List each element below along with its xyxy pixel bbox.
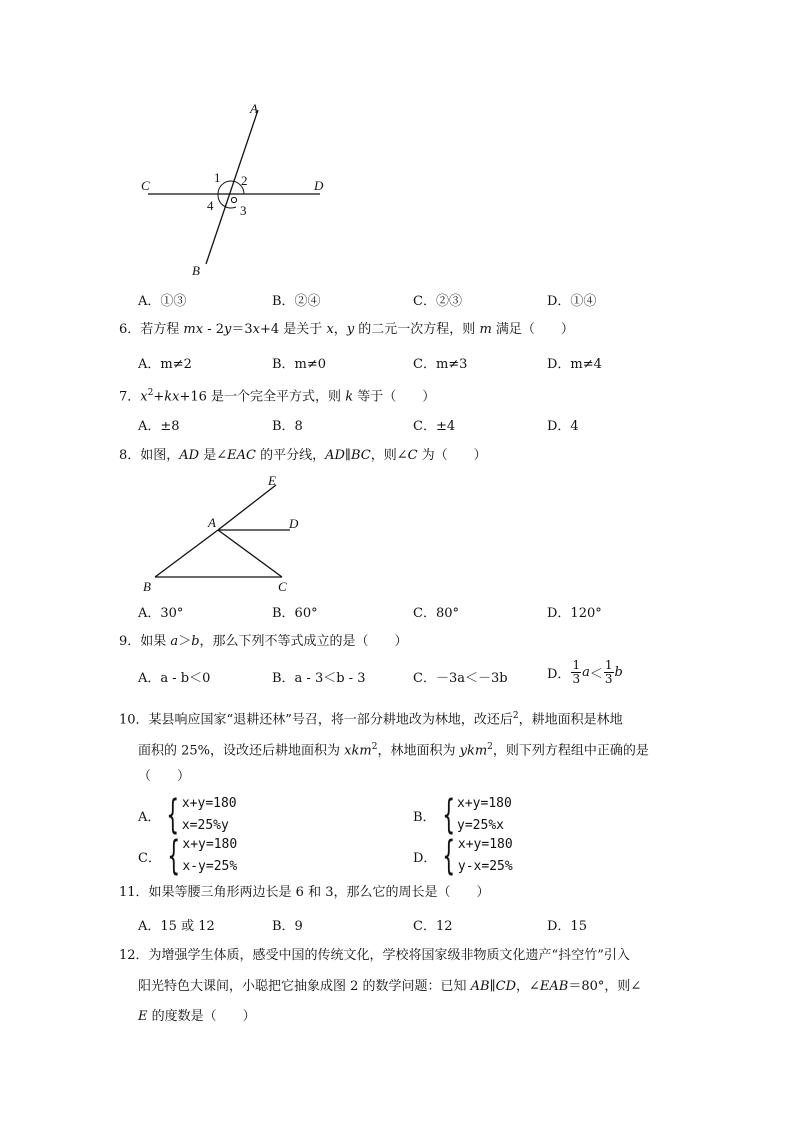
q6-var: m <box>479 322 492 337</box>
q7-text: +16 是一个完全平方式，则 <box>179 389 346 405</box>
q10-option-a[interactable] <box>138 793 237 837</box>
question-number: 9． <box>119 634 141 649</box>
q7-var: x <box>140 389 148 405</box>
q6-var: x <box>326 322 334 337</box>
label-C: C <box>141 178 150 193</box>
q8-option-a[interactable]: A．30° <box>138 606 184 621</box>
q8-option-d[interactable]: D．120° <box>547 606 602 621</box>
q12-text: ＝80°，则∠ <box>568 979 642 994</box>
q7-option-c[interactable]: C．±4 <box>413 419 456 434</box>
question-number: 6． <box>119 322 141 337</box>
q12-text: 的度数是（ ） <box>147 1009 256 1024</box>
q7-option-b[interactable]: B．8 <box>272 419 303 434</box>
option-label: A． <box>138 809 161 825</box>
q12-text: 为增强学生体质，感受中国的传统文化，学校将国家级非物质文化遗产“抖空竹”引入 <box>148 948 630 963</box>
q8-text: ，则∠ <box>370 448 408 463</box>
brace-icon: { <box>167 833 181 879</box>
q9-option-b[interactable]: B．a - 3＜b - 3 <box>272 671 366 686</box>
q10-var: ykm <box>459 743 488 759</box>
q12-text: ，∠ <box>516 979 540 994</box>
q6-var: x <box>252 322 261 337</box>
label-B: B <box>192 263 200 278</box>
equation-line-1: x+y=180 <box>457 837 513 852</box>
equation-line-2: x=25%y <box>181 818 229 833</box>
q10-text: ，耕地面积是林地 <box>518 712 623 728</box>
q9-text: 如果 <box>140 634 171 649</box>
q12-var: CD <box>495 979 517 994</box>
figure-intersecting-lines <box>0 0 794 300</box>
q10-text: 面积的 25%，设改还后耕地面积为 <box>138 743 345 759</box>
question-number: 8． <box>119 448 141 463</box>
q12-var: AB <box>470 979 490 994</box>
equation-line-1: x+y=180 <box>181 796 237 811</box>
q12-var: EAB <box>539 979 569 994</box>
q6-text: 的二元一次方程，则 <box>354 322 480 337</box>
q9-var: a <box>170 634 179 649</box>
question-7 <box>119 383 435 407</box>
question-10-line-3: （ ） <box>138 769 191 784</box>
q8-text: 的平分线， <box>255 448 326 463</box>
q11-option-d[interactable]: D．15 <box>547 919 587 934</box>
angle-mark-3 <box>231 197 236 202</box>
question-12-line-3 <box>138 1007 256 1027</box>
label-A: A <box>250 101 258 116</box>
q7-option-a[interactable]: A．±8 <box>138 419 180 434</box>
equation-line-2: y=25%x <box>457 818 504 833</box>
q7-option-d[interactable]: D．4 <box>547 419 579 434</box>
label-E: E <box>268 473 276 488</box>
angle-label-3: 3 <box>240 203 247 218</box>
q10-text: ，则下列方程组中正确的是 <box>492 743 649 759</box>
q9-option-d-var-b: b <box>614 665 623 680</box>
q6-option-d[interactable]: D．m≠4 <box>547 357 602 372</box>
figure-triangle-bisector <box>0 470 794 600</box>
angle-label-2: 2 <box>241 173 248 188</box>
q9-var: b <box>191 634 200 649</box>
fraction-denominator: 3 <box>572 672 581 686</box>
segment-ac <box>218 530 282 577</box>
question-number: 10． <box>119 712 149 728</box>
q11-option-a[interactable]: A．15 或 12 <box>138 919 215 934</box>
q5-option-d[interactable]: D．①④ <box>547 294 597 309</box>
q6-var: mx <box>183 322 204 337</box>
question-12-line-2 <box>138 977 641 997</box>
q10-option-b[interactable] <box>413 793 512 837</box>
q9-option-a[interactable]: A．a - b＜0 <box>138 671 211 686</box>
question-number: 11． <box>119 885 149 900</box>
question-6 <box>119 320 574 340</box>
q7-sup: 2 <box>147 388 154 398</box>
fraction-numerator: 1 <box>604 658 613 672</box>
q6-text: 满足（ ） <box>491 322 574 337</box>
q10-option-d[interactable] <box>413 834 513 878</box>
q8-option-c[interactable]: C．80° <box>413 606 459 621</box>
q8-var: EAC <box>227 448 256 463</box>
q10-sup: 2 <box>512 711 519 721</box>
q9-option-c[interactable]: C．－3a＜－3b <box>413 671 508 686</box>
fraction-denominator: 3 <box>604 672 613 686</box>
q6-var: y <box>346 322 355 337</box>
fraction-numerator: 1 <box>572 658 581 672</box>
q7-var: kx <box>164 389 180 405</box>
q10-var: xkm <box>344 743 372 759</box>
label-C: C <box>278 579 287 594</box>
question-12-line-1 <box>119 946 630 966</box>
q10-text: 某县响应国家“退耕还林”号召，将一部分耕地改为林地，改还后 <box>148 712 513 728</box>
q6-text: - 2 <box>203 322 225 337</box>
q8-text: ∥ <box>344 448 351 463</box>
q9-text: ，那么下列不等式成立的是（ ） <box>199 634 408 649</box>
q9-option-d-var-a: a <box>582 665 590 680</box>
option-label: C． <box>138 850 161 866</box>
q8-var: C <box>407 448 418 463</box>
question-10-line-2 <box>138 737 649 761</box>
angle-label-1: 1 <box>214 170 221 185</box>
question-11 <box>119 883 490 903</box>
q5-option-a[interactable]: A．①③ <box>138 294 187 309</box>
question-number: 12． <box>119 948 149 963</box>
q8-text: 为（ ） <box>417 448 487 463</box>
brace-icon: { <box>441 792 455 838</box>
q5-option-c[interactable]: C．②③ <box>413 294 462 309</box>
equation-line-2: x-y=25% <box>182 859 238 874</box>
q11-option-b[interactable]: B．9 <box>272 919 303 934</box>
fraction-one-third <box>604 659 614 686</box>
label-A: A <box>208 515 216 530</box>
q6-text: 若方程 <box>140 322 184 337</box>
q8-text: 是∠ <box>199 448 228 463</box>
q6-option-b[interactable]: B．m≠0 <box>272 357 327 372</box>
q8-var: AD <box>179 448 200 463</box>
q7-var: k <box>345 389 354 405</box>
option-label: B． <box>413 809 436 825</box>
q8-var: AD <box>325 448 345 463</box>
q10-sup: 2 <box>371 742 378 752</box>
label-B: B <box>143 579 151 594</box>
q12-text: ∥ <box>489 979 496 994</box>
q6-text: ＝3 <box>231 322 253 337</box>
equation-line-1: x+y=180 <box>182 837 238 852</box>
q9-text: ＞ <box>178 634 192 649</box>
q7-text: + <box>153 389 165 405</box>
q6-text: +4 是关于 <box>260 322 327 337</box>
q9-option-d-prefix: D． <box>547 667 571 682</box>
q7-text: 等于（ ） <box>353 389 436 405</box>
q10-text: ，林地面积为 <box>377 743 460 759</box>
q8-text: 如图， <box>140 448 180 463</box>
fraction-one-third <box>571 659 581 686</box>
q11-option-c[interactable]: C．12 <box>413 919 453 934</box>
question-number: 7． <box>119 389 141 405</box>
equation-line-2: y-x=25% <box>457 859 513 874</box>
question-9 <box>119 632 408 652</box>
segment-ae <box>218 485 276 530</box>
segment-ab <box>155 530 218 577</box>
q11-text: 如果等腰三角形两边长是 6 和 3，那么它的周长是（ ） <box>148 885 490 900</box>
q8-option-b[interactable]: B．60° <box>272 606 318 621</box>
q10-option-c[interactable] <box>138 834 237 878</box>
q9-option-d-lt: ＜ <box>589 667 603 682</box>
question-8 <box>119 446 487 466</box>
q6-option-c[interactable]: C．m≠3 <box>413 357 468 372</box>
q5-option-b[interactable]: B．②④ <box>272 294 321 309</box>
q6-text: ， <box>333 322 347 337</box>
q10-sup: 2 <box>487 742 493 752</box>
q6-option-a[interactable]: A．m≠2 <box>138 357 192 372</box>
q12-text: 阳光特色大课间，小聪把它抽象成图 2 的数学问题：已知 <box>138 979 471 994</box>
option-label: D． <box>413 850 437 866</box>
line-ab <box>206 110 258 264</box>
equation-line-1: x+y=180 <box>457 796 512 811</box>
label-D: D <box>314 178 324 193</box>
q12-var: E <box>138 1009 148 1024</box>
q6-var: y <box>224 322 232 337</box>
brace-icon: { <box>166 792 180 838</box>
angle-label-4: 4 <box>207 198 214 213</box>
label-D: D <box>289 516 299 531</box>
brace-icon: { <box>442 833 456 879</box>
q9-option-d[interactable] <box>547 659 623 686</box>
q8-var: BC <box>350 448 371 463</box>
question-10-line-1 <box>119 706 623 730</box>
